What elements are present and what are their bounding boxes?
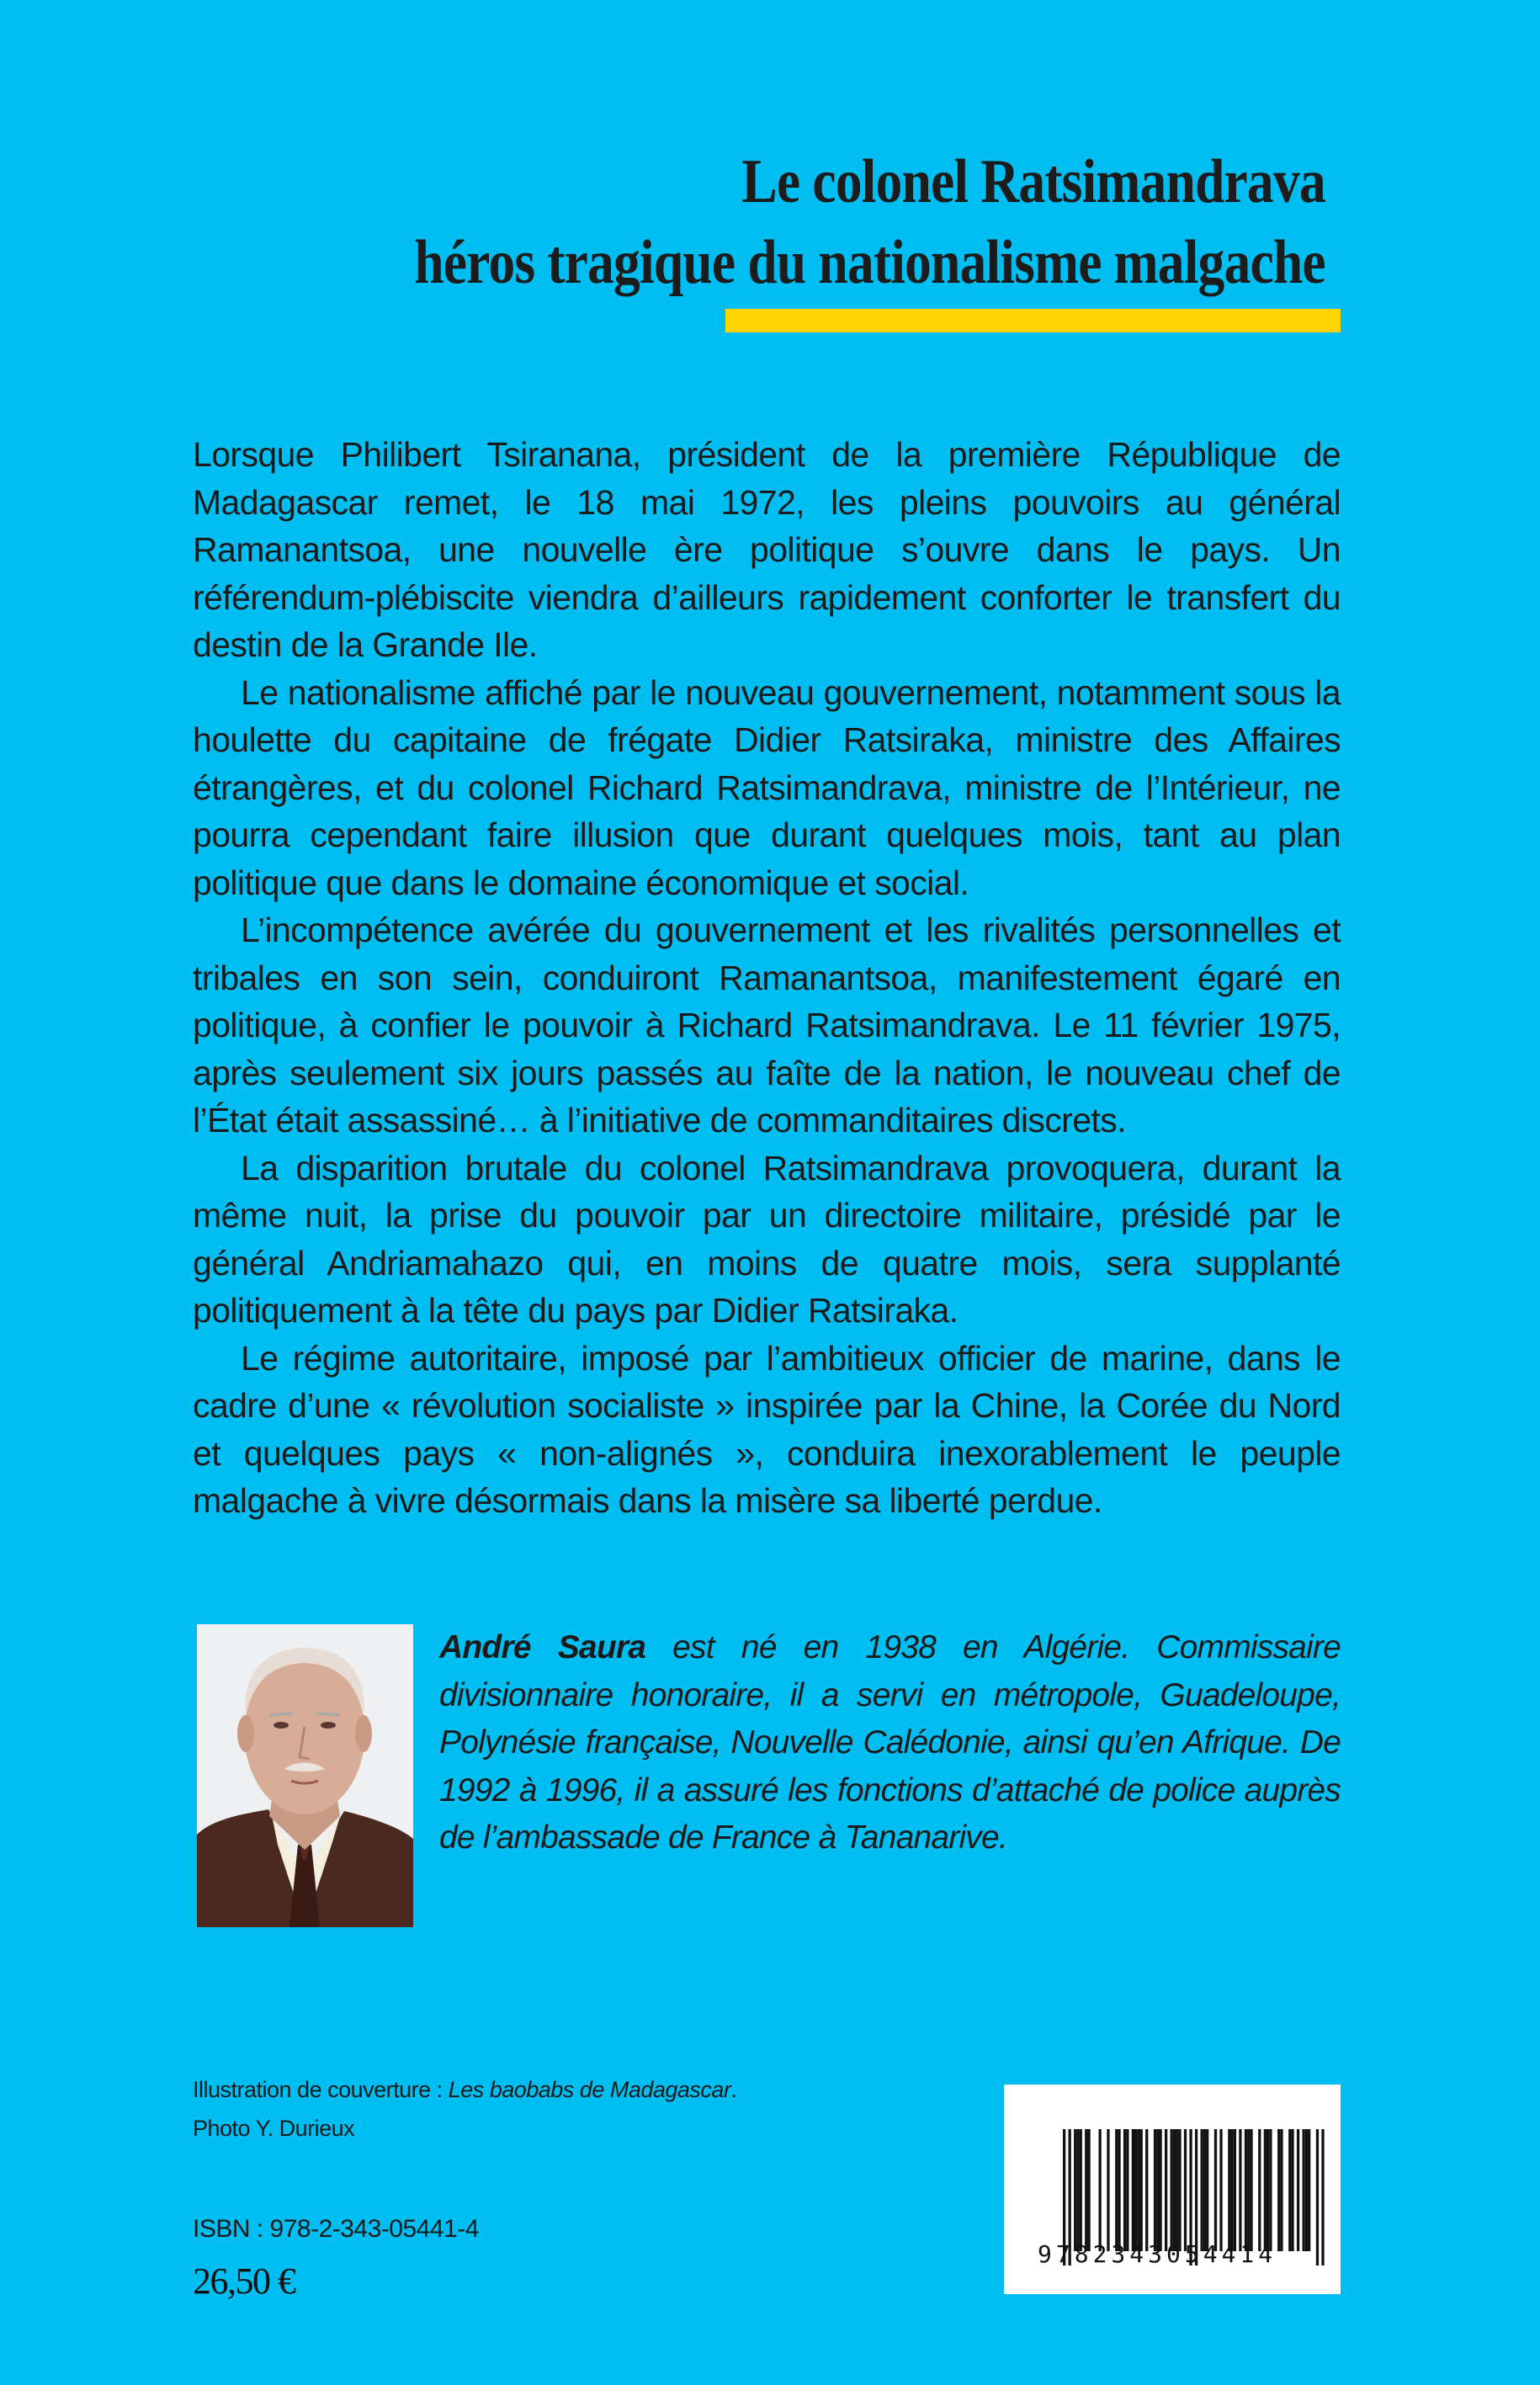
barcode-bar xyxy=(1302,2129,1304,2251)
barcode-bar xyxy=(1115,2129,1118,2251)
barcode-bar xyxy=(1132,2129,1134,2251)
barcode-bar xyxy=(1165,2129,1167,2251)
summary-paragraph: Lorsque Philibert Tsiranana, président de la première République de Madagascar remet, le 18 mai 1972, les pleins pouvoirs au général Ramanantsoa, une nouvelle ère politique s’ouvre dans le pays. Un référendum-plébiscite viendra d’ailleurs rapidement conforter le transfert du destin de la Grande Ile. xyxy=(193,435,1341,664)
photo-credit: Photo Y. Durieux xyxy=(193,2116,355,2141)
barcode-bar xyxy=(1126,2129,1128,2251)
barcode-bar xyxy=(1156,2129,1159,2251)
illustration-title: Les baobabs de Madagascar xyxy=(448,2077,731,2102)
barcode-bar xyxy=(1269,2129,1272,2251)
barcode-bar xyxy=(1159,2129,1161,2251)
barcode-bar xyxy=(1228,2129,1230,2251)
barcode-bar xyxy=(1178,2129,1181,2251)
barcode-bar xyxy=(1321,2129,1324,2265)
title-line-2: héros tragique du nationalisme malgache xyxy=(414,228,1325,297)
summary-paragraph: La disparition brutale du colonel Ratsimandrava provoquera, durant la même nuit, la prise du pouvoir par un directoire militaire, présidé par le général Andriamahazo qui, en moins de quatre mois, sera supplanté politiquement à la tête du pays par Didier Ratsiraka. xyxy=(193,1148,1341,1330)
barcode-bar xyxy=(1184,2129,1187,2251)
barcode-bar xyxy=(1297,2129,1299,2251)
barcode-bar xyxy=(1154,2129,1156,2251)
barcode-bar xyxy=(1239,2129,1241,2251)
barcode-bar xyxy=(1123,2129,1126,2251)
book-title xyxy=(414,141,1325,303)
cover-credit xyxy=(193,2070,736,2148)
barcode-bar xyxy=(1137,2129,1139,2251)
author-bio xyxy=(439,1624,1341,1862)
illustration-end: . xyxy=(730,2077,737,2102)
author-name: André Saura xyxy=(439,1629,646,1665)
barcode-bar xyxy=(1230,2129,1233,2251)
barcode-bar xyxy=(1291,2129,1293,2251)
barcode-bar xyxy=(1107,2129,1109,2251)
barcode-bar xyxy=(1267,2129,1269,2251)
barcode-bar xyxy=(1305,2129,1308,2251)
summary-paragraph: L’incompétence avérée du gouvernement et les rivalités personnelles et tribales en son sein, conduiront Ramanantsoa, manifestement égaré en politique, à confier le pouvoir à Richard Ratsimandrava. Le 11 février 1975, après seulement six jours passés au faîte de la nation, le nouveau chef de l’État était assassiné… à l’initiative de commanditaires discrets. xyxy=(193,911,1341,1139)
barcode-bar xyxy=(1134,2129,1137,2251)
title-line-1: Le colonel Ratsimandrava xyxy=(741,147,1325,216)
barcode-bar xyxy=(1214,2129,1217,2251)
barcode-bar xyxy=(1085,2129,1087,2251)
barcode-bar xyxy=(1258,2129,1261,2251)
summary-paragraph: Le nationalisme affiché par le nouveau gouvernement, notamment sous la houlette du capitaine de frégate Didier Ratsiraka, ministre des Affaires étrangères, et du colonel Richard Ratsimandrava, ministre de l’Intérieur, ne pourra cependant faire illusion que durant quelques mois, tant au plan politique que dans le domaine économique et social. xyxy=(193,672,1341,902)
accent-bar xyxy=(725,309,1341,332)
barcode-bar xyxy=(1308,2129,1310,2251)
barcode-bar xyxy=(1099,2129,1102,2251)
barcode-bar xyxy=(1316,2129,1319,2265)
barcode-bar xyxy=(1247,2129,1250,2251)
barcode-bar xyxy=(1219,2129,1222,2251)
isbn: ISBN : 978-2-343-05441-4 xyxy=(193,2215,479,2243)
price: 26,50 € xyxy=(193,2260,295,2302)
barcode-bar xyxy=(1250,2129,1252,2251)
barcode-bar xyxy=(1145,2129,1148,2251)
author-bio-text: est né en 1938 en Algérie. Commissaire divisionnaire honoraire, il a servi en métropole, Guadeloupe, Polynésie française, Nouvelle Calédonie, ainsi qu’en Afrique. De 1992 à 1996, il a assuré les fonctions d’attaché de police auprès de l’ambassade de France à Tananarive. xyxy=(439,1629,1341,1856)
barcode-bar xyxy=(1201,2129,1203,2251)
summary-paragraph: Le régime autoritaire, imposé par l’ambitieux officier de marine, dans le cadre d’une « révolution socialiste » inspirée par la Chine, la Corée du Nord et quelques pays « non-alignés », conduira inexorablement le peuple malgache à vivre désormais dans la misère sa liberté perdue. xyxy=(193,1338,1341,1520)
barcode-bar xyxy=(1076,2129,1079,2251)
barcode-bar xyxy=(1140,2129,1143,2251)
barcode-bar xyxy=(1203,2129,1206,2251)
barcode-bar xyxy=(1080,2129,1082,2251)
barcode-bar xyxy=(1171,2129,1173,2251)
barcode-digits: 9782343054414 xyxy=(1038,2240,1277,2268)
barcode-bar xyxy=(1280,2129,1282,2251)
barcode-bar xyxy=(1288,2129,1291,2251)
barcode-bar xyxy=(1173,2129,1176,2251)
summary-text xyxy=(193,431,1341,1525)
barcode-bar xyxy=(1264,2129,1267,2251)
illustration-credit xyxy=(193,2070,736,2109)
barcode-bar xyxy=(1206,2129,1208,2251)
barcode xyxy=(1004,2085,1341,2294)
barcode-bar xyxy=(1087,2129,1090,2251)
barcode-bar xyxy=(1245,2129,1247,2251)
barcode-bar xyxy=(1277,2129,1280,2251)
barcode-bar xyxy=(1074,2129,1076,2251)
author-portrait xyxy=(197,1624,413,1927)
illustration-label: Illustration de couverture : xyxy=(193,2077,449,2102)
barcode-bar xyxy=(1234,2129,1236,2251)
barcode-bar xyxy=(1118,2129,1120,2251)
author-portrait-image xyxy=(197,1624,413,1927)
barcode-bar xyxy=(1176,2129,1178,2251)
